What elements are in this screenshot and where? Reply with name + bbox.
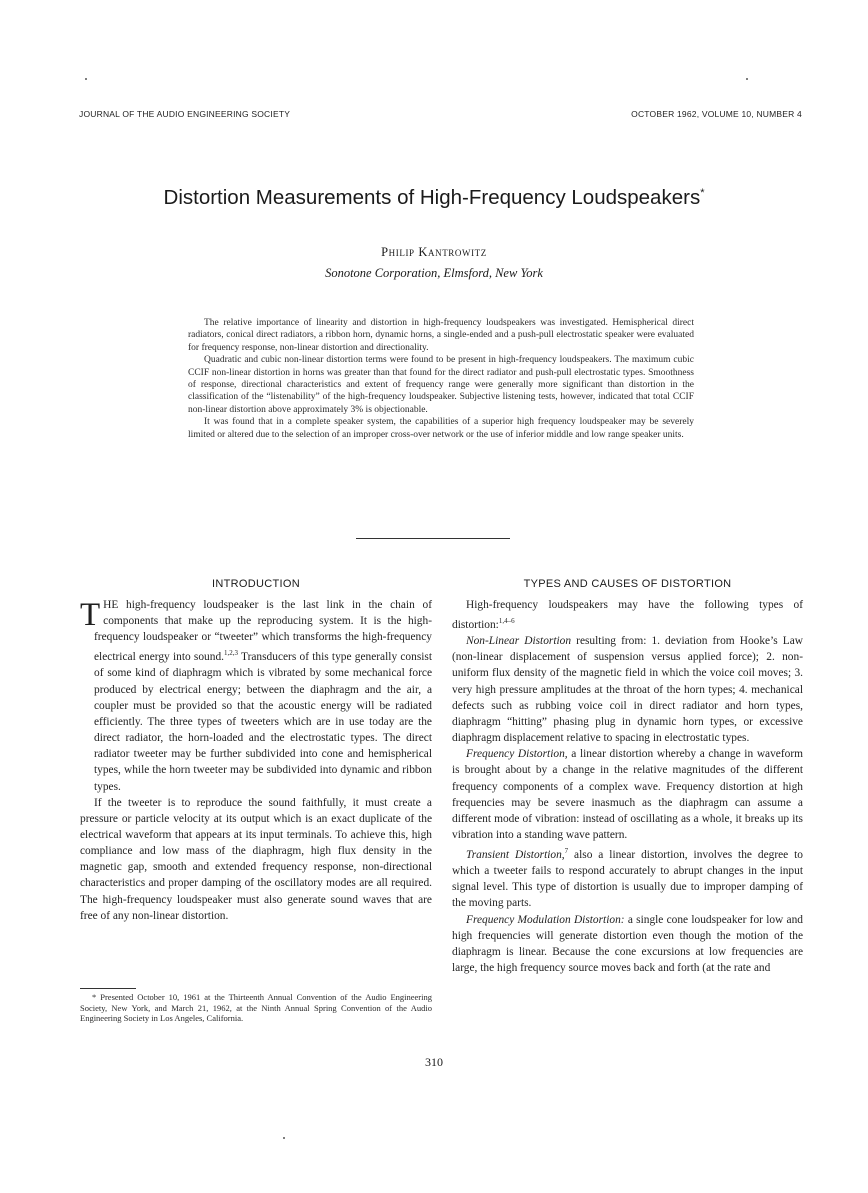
- running-head-journal: JOURNAL OF THE AUDIO ENGINEERING SOCIETY: [79, 109, 291, 119]
- types-paragraph-transient: [452, 843, 803, 911]
- types-paragraph-fm: [452, 912, 803, 977]
- article-title: [0, 186, 868, 210]
- abstract-paragraph: Quadratic and cubic non-linear distortion terms were found to be present in high-frequency loudspeakers. The maximum cubic CCIF non-linear distortion in horns was greater than that found for the direct radiator and push-pull electrostatic types. Smoothness of response, directional characteristics and extent of frequency range were generally more significant than distortion in the classification of the “listenability” of the high-frequency loudspeaker. Subjective listening tests, however, indicated that total CCIF non-linear distortion above approximately 3% is objectionable.: [188, 355, 694, 415]
- term-transient-distortion: Transient Distortion,: [466, 848, 565, 861]
- intro-paragraph-1-tail: Transducers of this type generally consist of some kind of diaphragm which is vibrated by some mechanical force produced by electrical energy; between the diaphragm and the air, a coupler must be provided so that the acoustic energy will be radiated efficiently. The three types of tweeters which are in use today are the direct radiator, the horn-loaded and the electrostatic types. The direct radiator tweeter may be further subdivided into cone and hemispherical types, while the horn tweeter may be subdivided into dynamic and ribbon types.: [94, 651, 433, 793]
- author-affiliation: Sonotone Corporation, Elmsford, New York: [325, 266, 543, 280]
- drop-cap: T: [80, 597, 101, 633]
- transient-body: also a linear distortion, involves the degree to which a tweeter fails to respond accurately to abrupt changes in the input signal level. This type of distortion is usually due to improper damping of the moving parts.: [452, 848, 803, 910]
- section-divider: [356, 538, 510, 539]
- heading-introduction: INTRODUCTION: [212, 578, 300, 590]
- frequency-body: a linear distortion whereby a change in waveform is brought about by a change in the relative magnitudes of the different frequency components of a complex wave. Frequency distortion at high frequencies may be severe inasmuch as the diaphragm can assume a different mode of vibration: instead of oscillating as a whole, it breaks up its vibration into a standing wave pattern.: [452, 748, 803, 841]
- right-column: [452, 597, 803, 976]
- article-title-text: Distortion Measurements of High-Frequency Loudspeakers: [163, 186, 701, 209]
- fm-body: a single cone loudspeaker for low and high frequencies will generate distortion even though the motion of the diaphragm is linear. Because the cone excursions at low frequencies are large, the high frequency source moves back and forth (at the rate and: [452, 913, 803, 975]
- types-paragraph-frequency: [452, 746, 803, 843]
- scan-speck: [283, 1137, 285, 1139]
- footnote-rule: [80, 988, 136, 989]
- footnote-text: * Presented October 10, 1961 at the Thirteenth Annual Convention of the Audio Engineering Society, New York, and March 21, 1962, at the Ninth Annual Spring Convention of the Audio Engineering Society in Los Angeles, California.: [80, 992, 432, 1024]
- author-name: Philip Kantrowitz: [381, 245, 487, 259]
- scan-speck: [85, 78, 87, 80]
- intro-paragraph-1: [80, 597, 432, 795]
- running-head-issue: OCTOBER 1962, VOLUME 10, NUMBER 4: [631, 109, 802, 119]
- types-paragraph-1: [452, 597, 803, 633]
- citation-refs: 1,2,3: [224, 649, 238, 658]
- scan-speck: [746, 78, 748, 80]
- left-column: [80, 597, 432, 924]
- term-fm-distortion: Frequency Modulation Distortion:: [466, 913, 625, 926]
- citation-refs: 1,4–6: [498, 617, 515, 626]
- abstract-paragraph: The relative importance of linearity and distortion in high-frequency loudspeakers was investigated. Hemispherical direct radiators, conical direct radiators, a ribbon horn, dynamic horns, a single-ended and a push-pull electrostatic speaker were evaluated for frequency response, non-linear distortion and directionality.: [188, 318, 694, 353]
- types-paragraph-nonlinear: [452, 633, 803, 746]
- heading-types-and-causes: TYPES AND CAUSES OF DISTORTION: [523, 578, 732, 590]
- term-frequency-distortion: Frequency Distortion,: [466, 748, 568, 761]
- intro-paragraph-2: If the tweeter is to reproduce the sound faithfully, it must create a pressure or particle velocity at its output which is an exact duplicate of the electrical waveform that appears at its input terminals. To achieve this, high compliance and low mass of the diaphragm, high flux density in the magnetic gap, smooth and extended frequency response, non-directional characteristics and proper damping of the oscillatory modes are all required. The high-frequency loudspeaker must also generate sound waves that are free of any non-linear distortion.: [80, 796, 432, 922]
- types-paragraph-1-text: High-frequency loudspeakers may have the following types of distortion:: [452, 599, 803, 631]
- abstract-paragraph: It was found that in a complete speaker system, the capabilities of a superior high frequency loudspeaker may be severely limited or altered due to the selection of an improper cross-over network or the use of inferior middle and low range speaker units.: [188, 417, 694, 440]
- abstract: [188, 317, 694, 441]
- term-nonlinear-distortion: Non-Linear Distortion: [466, 635, 572, 648]
- footnote: [80, 992, 432, 1024]
- intro-paragraph-1-text: HE high-frequency loudspeaker is the last link in the chain of components that make up the reproducing system. It is the high-frequency loudspeaker or “tweeter” which transforms the high-frequency electrical energy into sound.: [94, 599, 432, 664]
- citation-ref: 7: [564, 847, 569, 856]
- title-footnote-mark: *: [700, 187, 705, 200]
- nonlinear-body: resulting from: 1. deviation from Hooke’s Law (non-linear displacement of suspension versus applied force); 2. non-uniform flux density of the magnetic field in which the voice coil moves; 3. very high pressure amplitudes at the throat of the horn types; 4. mechanical defects such as rubbing voice coil in direct radiator and horn types, diaphragm “hitting” phasing plug in dynamic horn types, or excessive diaphragm displacement relative to spacing in electrostatic types.: [452, 635, 803, 745]
- page-number: 310: [425, 1055, 443, 1069]
